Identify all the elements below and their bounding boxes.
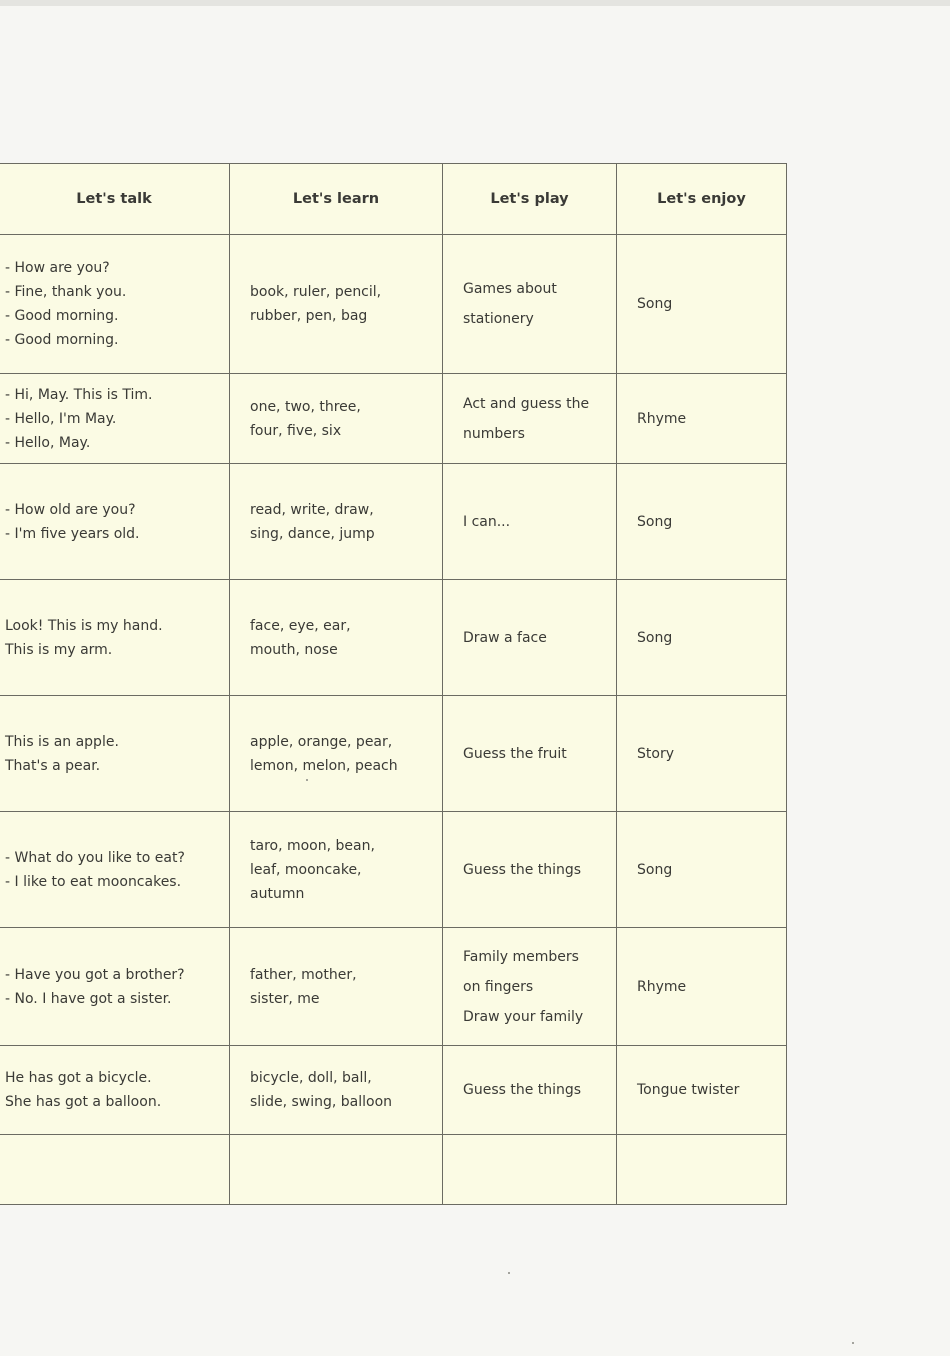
table-row: [0, 928, 787, 1046]
cell-line: numbers: [463, 425, 525, 442]
cell-learn: [230, 928, 443, 1046]
table-body: [0, 235, 787, 1205]
cell-line: Guess the things: [463, 1082, 582, 1098]
cell-enjoy: Song: [617, 812, 787, 928]
cell-line: Look! This is my hand.: [5, 617, 163, 634]
cell-play: [443, 696, 617, 812]
table-row: [0, 235, 787, 374]
header-lets-enjoy: Let's enjoy: [617, 164, 787, 235]
cell-line: stationery: [463, 311, 534, 327]
cell-line: sing, dance, jump: [250, 525, 375, 542]
header-lets-talk: Let's talk: [0, 164, 230, 235]
speck: [508, 1272, 510, 1274]
empty-cell: [230, 1135, 443, 1205]
cell-line: - Good morning.: [5, 332, 119, 348]
cell-line: - Have you got a brother?: [5, 966, 185, 983]
cell-enjoy: Tongue twister: [617, 1046, 787, 1135]
cell-talk: [0, 928, 230, 1046]
cell-line: face, eye, ear,: [250, 617, 351, 634]
cell-line: mouth, nose: [250, 641, 338, 658]
cell-line: leaf, mooncake,: [250, 861, 362, 878]
cell-line: Draw a face: [463, 629, 547, 646]
cell-talk: [0, 464, 230, 580]
cell-learn: [230, 696, 443, 812]
empty-cell: [443, 1135, 617, 1205]
table-row: [0, 580, 787, 696]
cell-line: sister, me: [250, 990, 320, 1007]
cell-line: apple, orange, pear,: [250, 733, 393, 750]
cell-learn: [230, 812, 443, 928]
cell-enjoy: Song: [617, 580, 787, 696]
cell-line: bicycle, doll, ball,: [250, 1070, 372, 1086]
empty-cell: [617, 1135, 787, 1205]
cell-line: four, five, six: [250, 422, 342, 439]
cell-play: [443, 812, 617, 928]
cell-learn: [230, 374, 443, 464]
cell-line: Act and guess the: [463, 395, 590, 412]
cell-learn: [230, 1046, 443, 1135]
table-row: [0, 464, 787, 580]
cell-play: [443, 464, 617, 580]
cell-line: - I like to eat mooncakes.: [5, 873, 182, 890]
cell-play: [443, 928, 617, 1046]
empty-row: [0, 1135, 787, 1205]
cell-line: autumn: [250, 885, 305, 902]
cell-line: Draw your family: [463, 1008, 584, 1025]
cell-line: lemon, melon, peach: [250, 757, 398, 774]
cell-line: - How are you?: [5, 260, 110, 276]
empty-cell: [0, 1135, 230, 1205]
curriculum-table: [0, 163, 787, 1205]
table-row: [0, 374, 787, 464]
cell-enjoy: Song: [617, 235, 787, 374]
cell-line: taro, moon, bean,: [250, 837, 375, 854]
cell-talk: [0, 580, 230, 696]
cell-talk: [0, 374, 230, 464]
cell-line: book, ruler, pencil,: [250, 284, 382, 300]
cell-learn: [230, 464, 443, 580]
cell-line: father, mother,: [250, 966, 357, 983]
cell-line: That's a pear.: [5, 757, 101, 774]
header-row: [0, 164, 787, 235]
cell-play: [443, 1046, 617, 1135]
cell-line: He has got a bicycle.: [5, 1070, 152, 1086]
header-lets-learn: Let's learn: [230, 164, 443, 235]
table-row: [0, 696, 787, 812]
cell-line: - I'm five years old.: [5, 525, 140, 542]
cell-line: - Hello, I'm May.: [5, 410, 117, 427]
cell-line: - Hello, May.: [5, 434, 91, 451]
cell-line: - How old are you?: [5, 501, 136, 518]
cell-enjoy: Rhyme: [617, 928, 787, 1046]
cell-line: Guess the things: [463, 861, 582, 878]
cell-line: slide, swing, balloon: [250, 1094, 393, 1110]
cell-enjoy: Song: [617, 464, 787, 580]
cell-line: Guess the fruit: [463, 745, 567, 762]
cell-line: Games about: [463, 281, 557, 297]
cell-play: [443, 374, 617, 464]
cell-line: one, two, three,: [250, 398, 361, 415]
cell-line: - Good morning.: [5, 308, 119, 324]
cell-play: [443, 580, 617, 696]
cell-line: rubber, pen, bag: [250, 308, 368, 324]
cell-line: read, write, draw,: [250, 501, 374, 518]
cell-enjoy: Rhyme: [617, 374, 787, 464]
table-row: [0, 1046, 787, 1135]
cell-line: Family members: [463, 948, 579, 965]
cell-learn: [230, 580, 443, 696]
cell-line: This is an apple.: [5, 733, 119, 750]
cell-talk: [0, 235, 230, 374]
cell-play: [443, 235, 617, 374]
cell-line: I can...: [463, 513, 511, 530]
cell-learn: [230, 235, 443, 374]
cell-talk: [0, 1046, 230, 1135]
cell-enjoy: Story: [617, 696, 787, 812]
cell-line: - No. I have got a sister.: [5, 990, 172, 1007]
cell-line: - Hi, May. This is Tim.: [5, 386, 153, 403]
cell-line: - What do you like to eat?: [5, 849, 185, 866]
table-row: [0, 812, 787, 928]
speck: [306, 779, 308, 781]
cell-line: This is my arm.: [5, 641, 113, 658]
cell-line: She has got a balloon.: [5, 1094, 162, 1110]
cell-line: - Fine, thank you.: [5, 284, 127, 300]
cell-line: on fingers: [463, 978, 534, 995]
speck: [852, 1342, 854, 1344]
cell-talk: [0, 812, 230, 928]
header-lets-play: Let's play: [443, 164, 617, 235]
cell-talk: [0, 696, 230, 812]
page-top-edge: [0, 0, 950, 6]
